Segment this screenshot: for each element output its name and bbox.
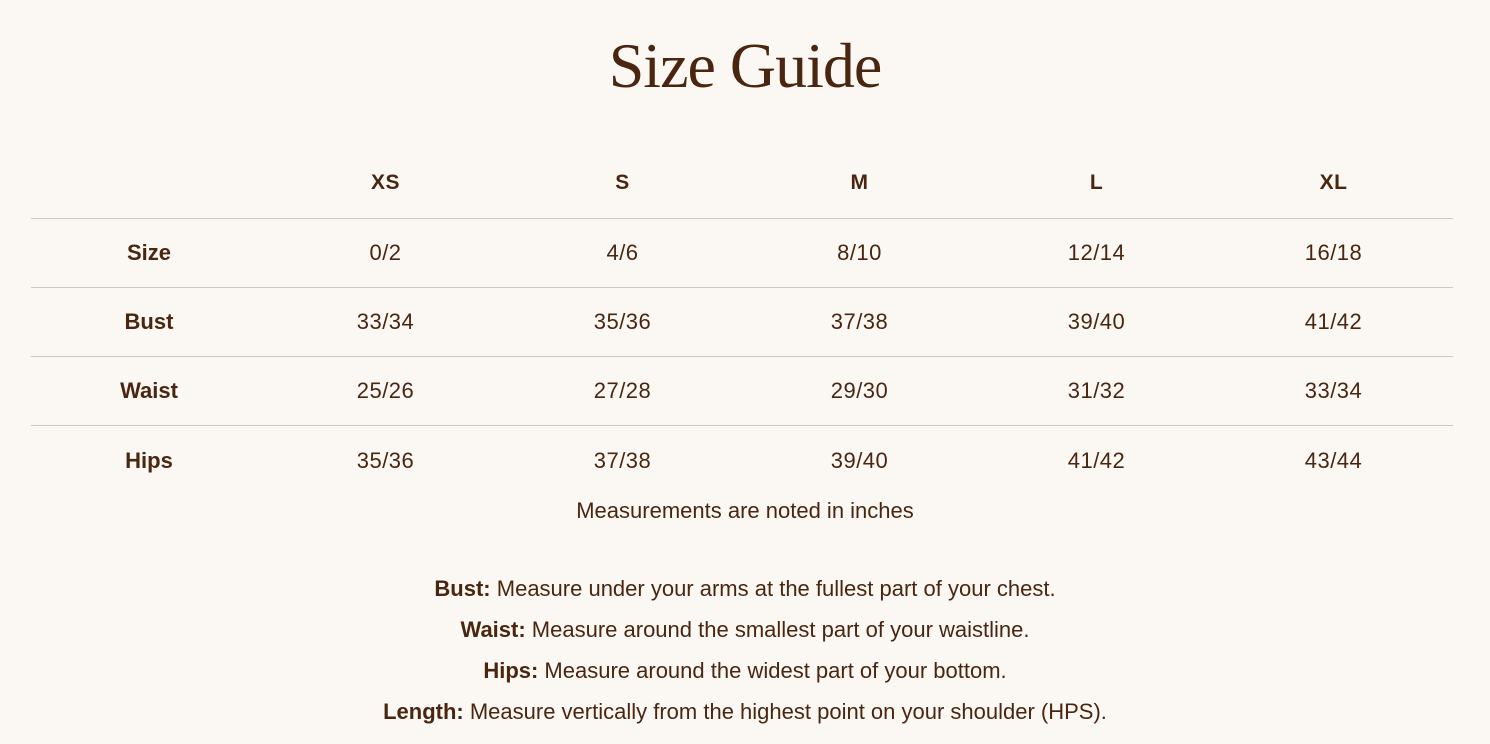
definition-text: Measure around the widest part of your bottom.	[538, 658, 1007, 683]
definition-text: Measure around the smallest part of your waistline.	[525, 617, 1030, 642]
definition-term: Hips:	[483, 658, 539, 683]
row-label: Size	[126, 240, 172, 265]
table-cell: 33/34	[356, 309, 415, 334]
table-row-size	[31, 219, 1453, 288]
table-cell: 16/18	[1304, 240, 1363, 265]
header-cell-m: M	[850, 171, 869, 194]
table-cell: 39/40	[1067, 309, 1126, 334]
definition-text: Measure under your arms at the fullest part of your chest.	[490, 576, 1056, 601]
definition-waist	[0, 609, 1490, 650]
definition-length	[0, 691, 1490, 732]
table-header-row	[31, 148, 1453, 219]
row-label: Waist	[120, 378, 178, 403]
definition-term: Bust:	[434, 576, 491, 601]
table-cell: 39/40	[830, 447, 889, 473]
measurement-note: Measurements are noted in inches	[576, 498, 914, 523]
header-cell-xl: XL	[1319, 171, 1348, 194]
table-cell: 37/38	[830, 309, 889, 334]
table-cell: 41/42	[1067, 447, 1126, 473]
measurement-definitions	[0, 568, 1490, 732]
table-row-hips	[31, 426, 1453, 495]
table-cell: 43/44	[1304, 447, 1363, 473]
table-row-waist	[31, 357, 1453, 426]
page-title: Size Guide	[608, 30, 882, 101]
table-cell: 31/32	[1067, 378, 1126, 403]
header-cell-xs: XS	[370, 171, 400, 194]
table-cell: 8/10	[837, 240, 882, 265]
definition-term: Waist:	[460, 617, 526, 642]
header-cell-l: L	[1089, 171, 1104, 194]
table-cell: 33/34	[1304, 378, 1363, 403]
row-label: Hips	[125, 447, 173, 473]
table-cell: 41/42	[1304, 309, 1363, 334]
table-cell: 29/30	[830, 378, 889, 403]
definition-term: Length:	[383, 699, 464, 724]
table-cell: 27/28	[593, 378, 652, 403]
size-table	[31, 148, 1453, 495]
table-cell: 37/38	[593, 447, 652, 473]
table-cell: 4/6	[606, 240, 639, 265]
table-cell: 35/36	[356, 447, 415, 473]
table-cell: 35/36	[593, 309, 652, 334]
definition-text: Measure vertically from the highest point on your shoulder (HPS).	[463, 699, 1107, 724]
table-cell: 12/14	[1067, 240, 1126, 265]
definition-hips	[0, 650, 1490, 691]
table-row-bust	[31, 288, 1453, 357]
table-cell: 0/2	[369, 240, 402, 265]
row-label: Bust	[124, 309, 174, 334]
header-cell-s: S	[615, 171, 630, 194]
definition-bust	[0, 568, 1490, 609]
table-cell: 25/26	[356, 378, 415, 403]
